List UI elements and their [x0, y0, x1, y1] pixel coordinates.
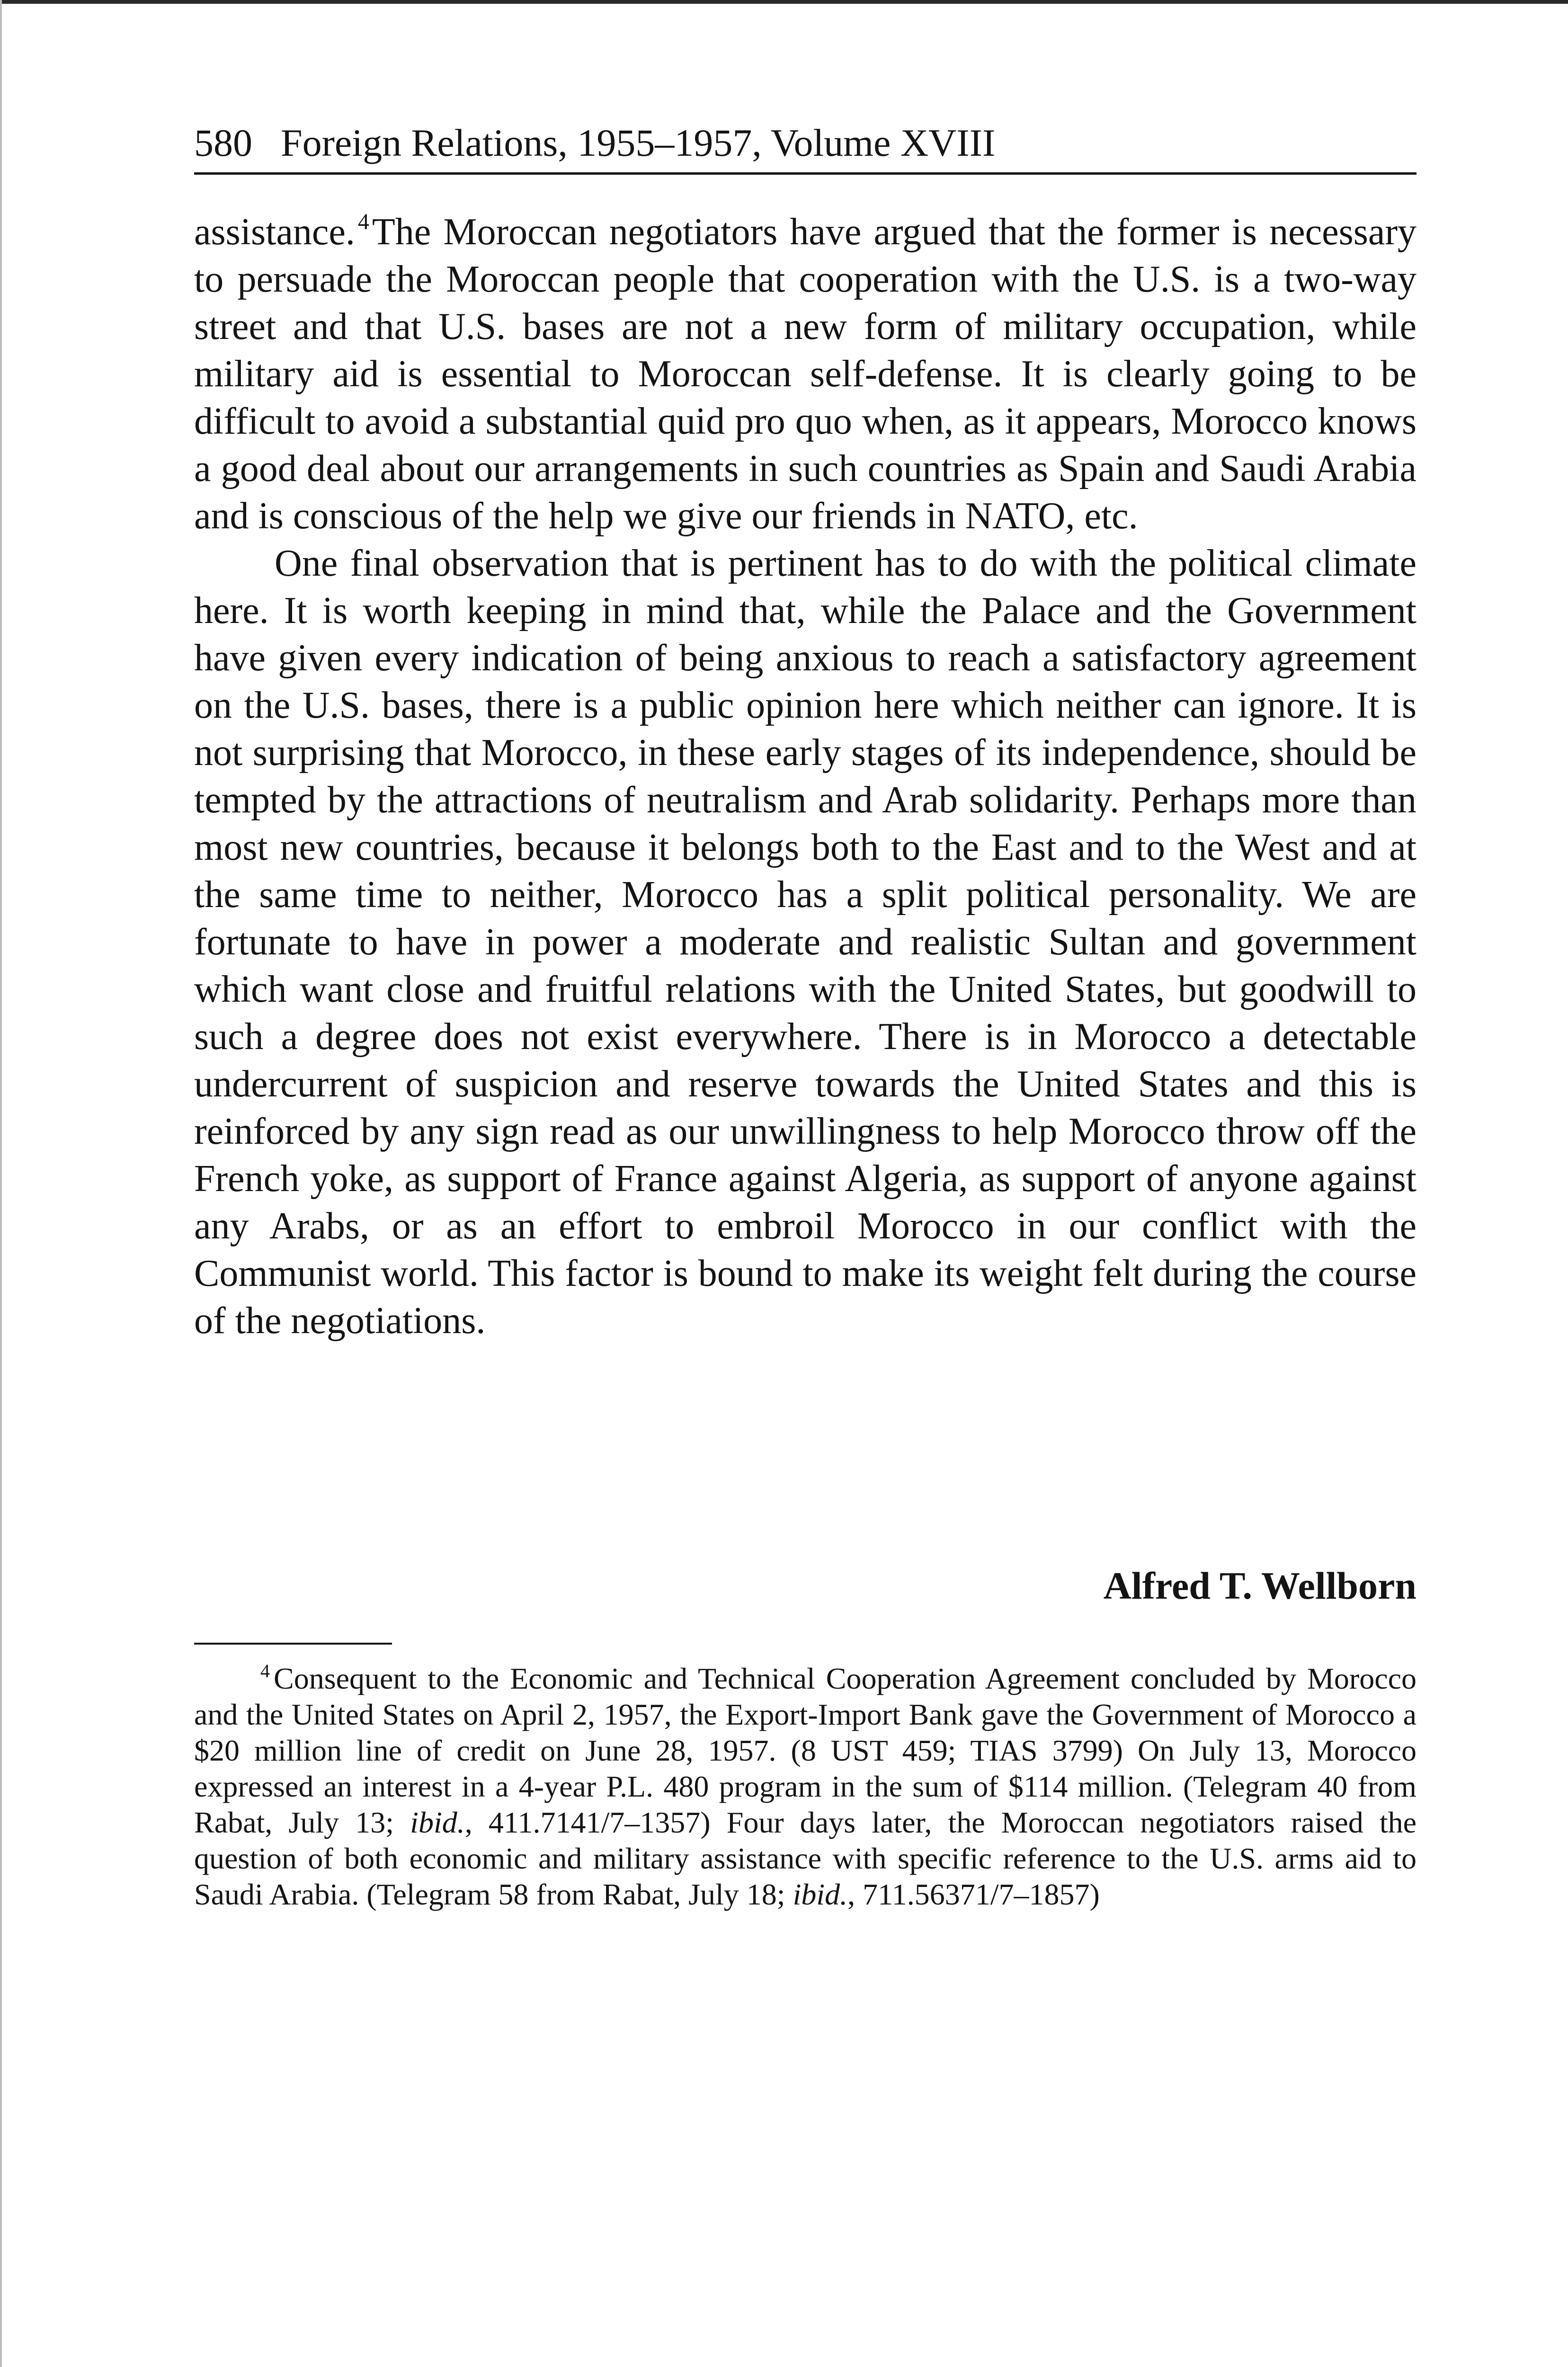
- footnote-text-1: Consequent to the Economic and Technical Cooperation Agreement concluded by Morocco and the United States on April 2, 1957, the Export-Import Bank gave the Government of Morocco a $20 million line of credit on June 28, 1957. (8 UST 459; TIAS 3799) On July 13, Morocco expressed an interest in a 4-year P.L. 480 program in the sum of $114 million. (Telegram 40 from Rabat, July 13;: [194, 1662, 1417, 1839]
- footnote-ibid-2: ibid.: [793, 1878, 848, 1911]
- running-title: Foreign Relations, 1955–1957, Volume XVIII: [281, 121, 996, 164]
- paragraph-1-rest: The Moroccan negotiators have argued that the former is necessary to persuade the Moroccan people that cooperation with the U.S. is a two-way street and that U.S. bases are not a new form of military occupation, while military aid is essential to Moroccan self-defense. It is clearly going to be difficult to avoid a substantial quid pro quo when, as it appears, Morocco knows a good deal about our arrangements in such countries as Spain and Saudi Arabia and is conscious of the help we give our friends in NATO, etc.: [194, 211, 1417, 537]
- paragraph-1: [194, 208, 1417, 540]
- scan-left-border: [0, 0, 2, 2367]
- page-number: 580: [194, 121, 252, 164]
- paragraph-2: One final observation that is pertinent has to do with the political climate here. It is worth keeping in mind that, while the Palace and the Government have given every indication of being anxious to reach a satisfactory agreement on the U.S. bases, there is a public opinion here which neither can ignore. It is not surprising that Morocco, in these early stages of its independence, should be tempted by the attractions of neutralism and Arab solidarity. Perhaps more than most new countries, because it belongs both to the East and to the West and at the same time to neither, Morocco has a split political personality. We are fortunate to have in power a moderate and realistic Sultan and government which want close and fruitful relations with the United States, but goodwill to such a degree does not exist everywhere. There is in Morocco a detectable undercurrent of suspicion and reserve towards the United States and this is reinforced by any sign read as our unwillingness to help Morocco throw off the French yoke, as support of France against Algeria, as support of anyone against any Arabs, or as an effort to embroil Morocco in our conflict with the Communist world. This factor is bound to make its weight felt during the course of the negotiations.: [194, 543, 1417, 1342]
- footnote-number: 4: [260, 1660, 270, 1682]
- footnote: [194, 1661, 1417, 1913]
- scan-top-border: [0, 0, 1568, 4]
- body-text: [194, 208, 1417, 1344]
- footnote-ibid-1: ibid.: [410, 1806, 465, 1839]
- running-head: [194, 119, 1417, 175]
- footnote-text-2: , 411.7141/7–1357) Four days later, the Moroccan negotiators raised the question of both economic and military assistance with specific reference to the U.S. arms aid to Saudi Arabia. (Telegram 58 from Rabat, July 18;: [194, 1806, 1417, 1911]
- footnote-reference: 4: [357, 209, 369, 234]
- signature: Alfred T. Wellborn: [1103, 1564, 1417, 1607]
- footnote-text-3: , 711.56371/7–1857): [847, 1878, 1100, 1911]
- footnote-divider: [194, 1643, 392, 1645]
- paragraph-1-start: assistance.: [194, 211, 355, 253]
